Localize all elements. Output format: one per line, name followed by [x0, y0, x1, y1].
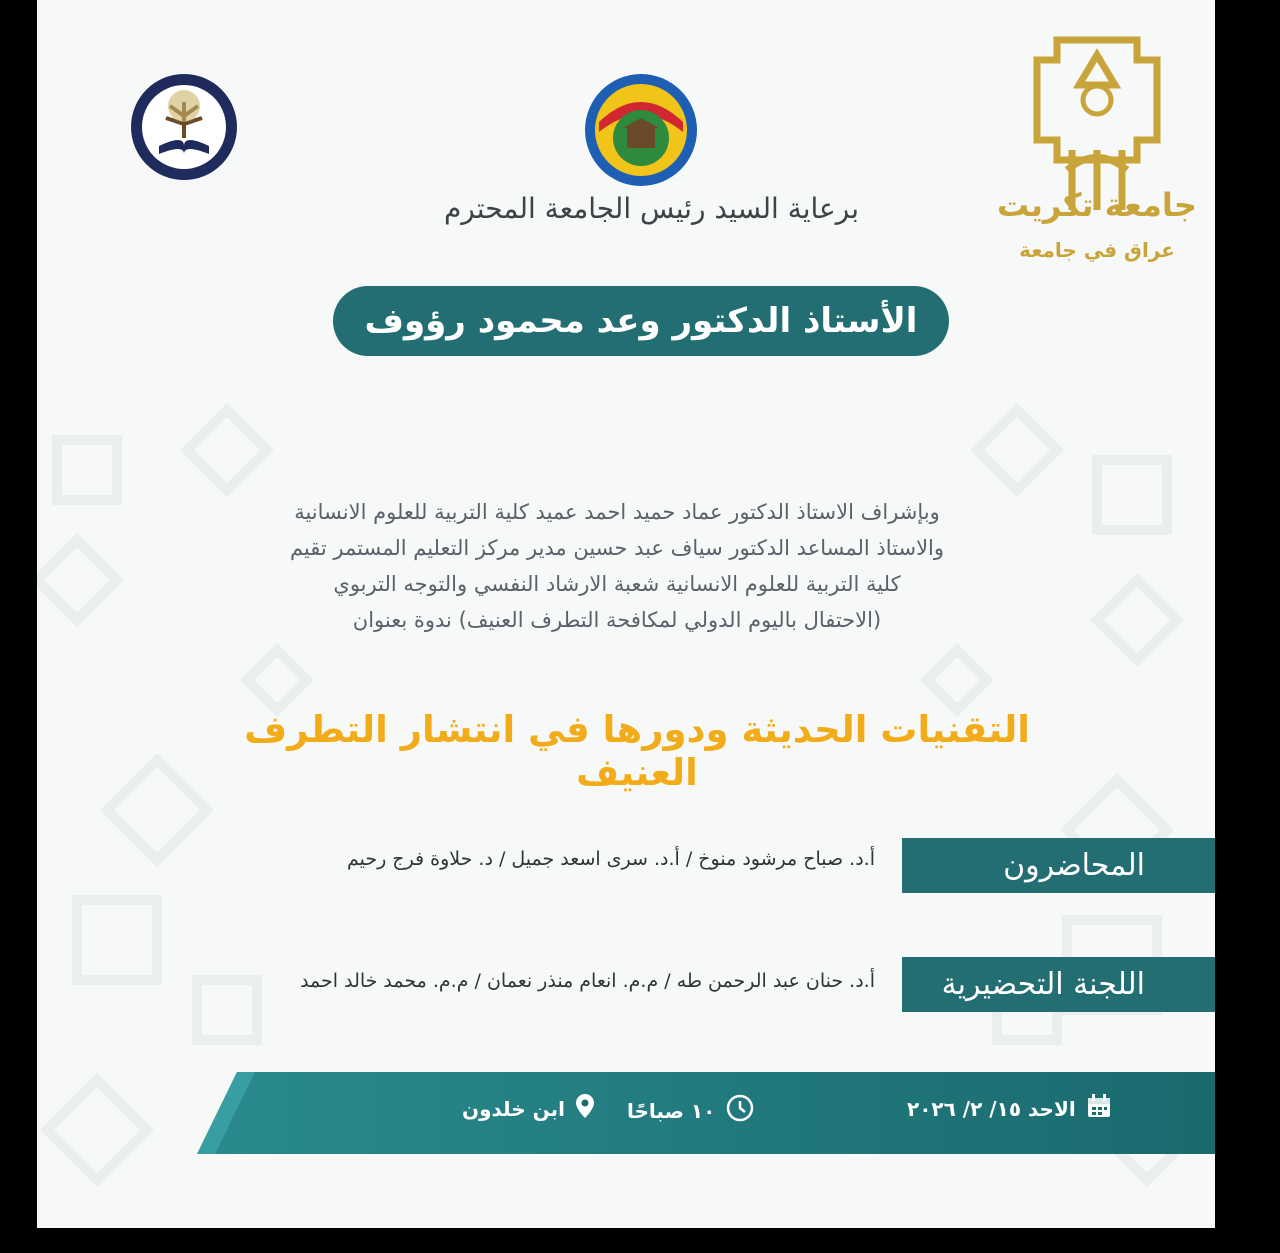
supervision-line: وبإشراف الاستاذ الدكتور عماد حميد احمد عميد كلية التربية للعلوم الانسانية [294, 500, 940, 524]
location-text: ابن خلدون [462, 1096, 565, 1121]
lecturers-names: أ.د. صباح مرشود منوخ / أ.د. سرى اسعد جميل / د. حلاوة فرج رحيم [346, 848, 875, 870]
lecturers-label-box [902, 838, 1215, 893]
poster [37, 0, 1215, 1228]
lecturers-label: المحاضرون [1003, 848, 1145, 883]
supervision-text [177, 494, 1057, 638]
committee-names: أ.د. حنان عبد الرحمن طه / م.م. انعام منذر نعمان / م.م. محمد خالد احمد [300, 970, 875, 992]
continuing-education-center-logo [129, 72, 239, 182]
president-name: الأستاذ الدكتور وعد محمود رؤوف [364, 301, 918, 341]
time-text: ١٠ صباحًا [627, 1098, 716, 1123]
college-emblem [583, 72, 699, 188]
committee-label-box [902, 957, 1215, 1012]
university-slogan: عراق في جامعة [1019, 238, 1175, 262]
center-emblem [129, 72, 239, 182]
supervision-line: والاستاذ المساعد الدكتور سياف عبد حسين مدير مركز التعليم المستمر تقيم [289, 536, 945, 560]
college-emblem-logo [583, 72, 699, 188]
tikrit-university-logo [997, 30, 1197, 270]
footer-date [907, 1093, 1112, 1124]
calendar-icon [1086, 1093, 1112, 1124]
clock-icon [725, 1093, 755, 1128]
date-text: الاحد ١٥/ ٢/ ٢٠٢٦ [907, 1096, 1076, 1121]
supervision-line: (الاحتفال باليوم الدولي لمكافحة التطرف العنيف) ندوة بعنوان [352, 608, 882, 632]
committee-label: اللجنة التحضيرية [941, 967, 1145, 1002]
supervision-line: كلية التربية للعلوم الانسانية شعبة الارشاد النفسي والتوجه التربوي [333, 572, 901, 596]
university-name: جامعة تكريت [997, 186, 1197, 224]
university-logo [997, 30, 1197, 270]
location-pin-icon [575, 1093, 595, 1124]
footer-time [627, 1093, 755, 1128]
sponsor-line: برعاية السيد رئيس الجامعة المحترم [443, 192, 859, 225]
president-name-pill [333, 286, 949, 356]
seminar-title: التقنيات الحديثة ودورها في انتشار التطرف العنيف [244, 708, 1030, 794]
footer-location [462, 1093, 595, 1124]
